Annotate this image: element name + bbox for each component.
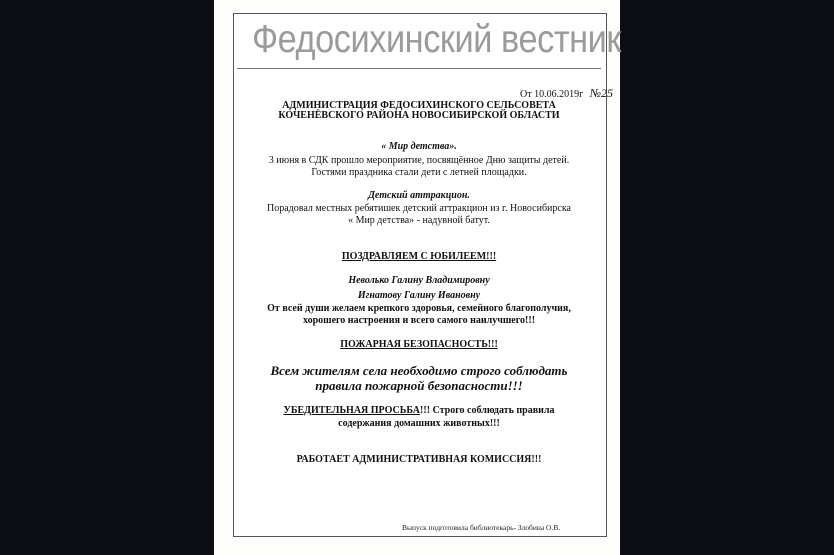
jubilee-wish-1: От всей души желаем крепкого здоровья, семейного благополучия, bbox=[267, 303, 571, 314]
fire-safety-text-1: Всем жителям села необходимо строго соблюдать bbox=[270, 363, 568, 378]
request-text-1: !!! Строго соблюдать правила bbox=[420, 405, 555, 416]
section-attraction-text-2: « Мир детства» - надувной батут. bbox=[348, 215, 490, 226]
issue-date: От 10.06.2019г bbox=[520, 89, 584, 100]
issue-number: №25 bbox=[589, 86, 614, 100]
fire-safety-text-2: правила пожарной безопасности!!! bbox=[315, 378, 523, 393]
admin-line-1: АДМИНИСТРАЦИЯ ФЕДОСИХИНСКОГО СЕЛЬСОВЕТА bbox=[282, 100, 556, 111]
fire-safety-title: ПОЖАРНАЯ БЕЗОПАСНОСТЬ!!! bbox=[340, 339, 498, 350]
commission-notice: РАБОТАЕТ АДМИНИСТРАТИВНАЯ КОМИССИЯ!!! bbox=[296, 454, 542, 465]
footer-credit: Выпуск подготовила библиотекарь- Злобина О.В. bbox=[402, 523, 561, 532]
jubilee-title: ПОЗДРАВЛЯЕМ С ЮБИЛЕЕМ!!! bbox=[341, 251, 497, 262]
request-line-1 bbox=[233, 405, 605, 417]
masthead-title: Федосихинский вестник bbox=[252, 18, 621, 61]
section-attraction-title: Детский аттракцион. bbox=[368, 190, 470, 201]
request-label: УБЕДИТЕЛЬНАЯ ПРОСЬБА bbox=[283, 405, 421, 416]
issue-info bbox=[520, 86, 613, 101]
request-text-2: содержания домашних животных!!! bbox=[338, 418, 500, 429]
admin-line-2: КОЧЕНЁВСКОГО РАЙОНА НОВОСИБИРСКОЙ ОБЛАСТИ bbox=[278, 110, 560, 121]
section-children-title: « Мир детства». bbox=[381, 141, 457, 152]
section-children-text-1: 3 июня в СДК прошло мероприятие, посвящённое Дню защиты детей. bbox=[268, 155, 570, 166]
jubilee-name-2: Игнатову Галину Ивановну bbox=[357, 290, 481, 301]
jubilee-wish-2: хорошего настроения и всего самого наилучшего!!! bbox=[302, 315, 536, 326]
jubilee-name-1: Неволько Галину Владимировну bbox=[348, 275, 490, 286]
masthead-divider bbox=[237, 68, 601, 69]
section-attraction-text-1: Порадовал местных ребятишек детский аттракцион из г. Новосибирска bbox=[267, 203, 571, 214]
section-children-text-2: Гостями праздника стали дети с летней площадки. bbox=[311, 167, 527, 178]
